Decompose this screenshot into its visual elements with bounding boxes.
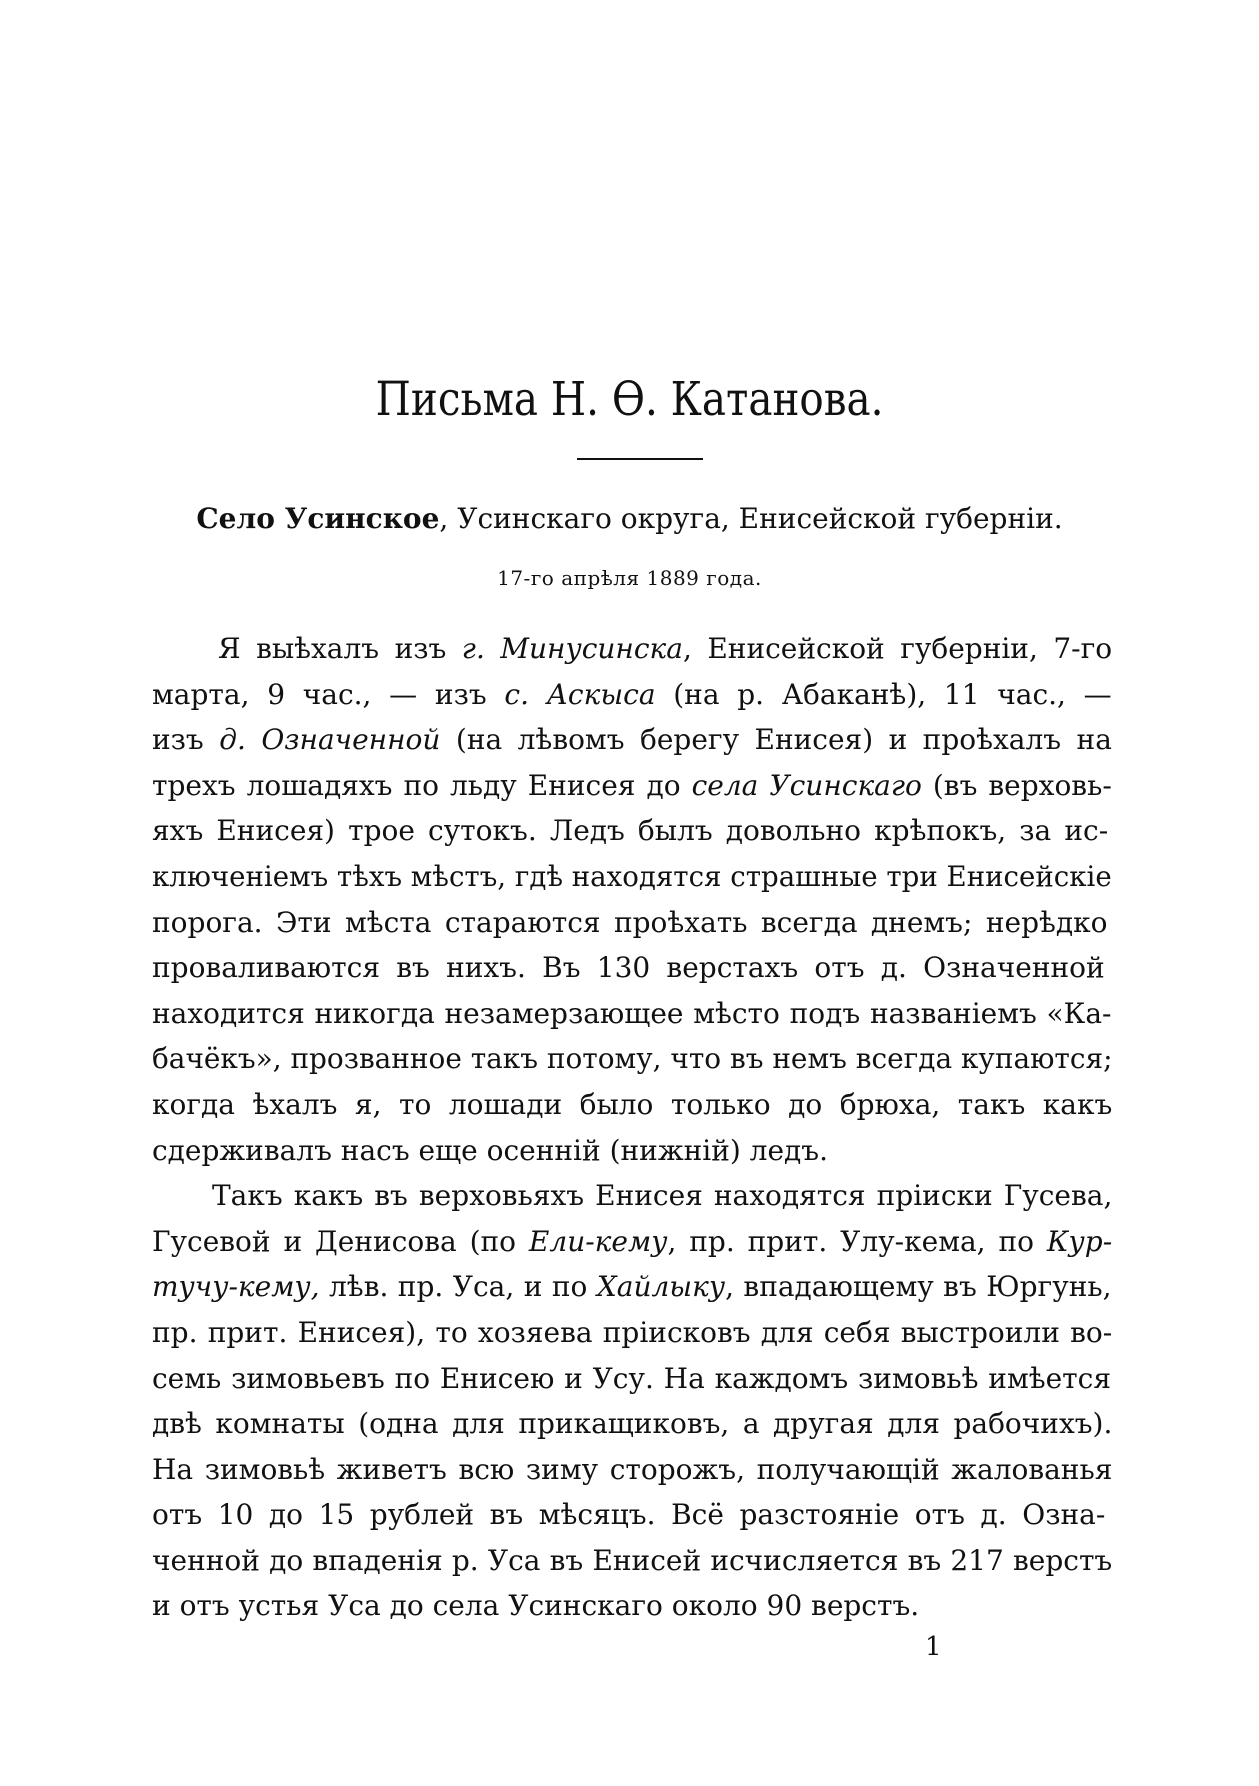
text-line: изъ д. Означенной (на лѣвомъ берегу Енисея) и проѣхалъ на	[152, 723, 1112, 757]
page-number: 1	[925, 1632, 942, 1662]
place-name: Село Усинское	[196, 502, 440, 535]
letter-date: 17-го апрѣля 1889 года.	[497, 566, 762, 590]
title-divider	[577, 458, 703, 460]
text-line: сдерживалъ насъ еще осенній (нижній) ледъ.	[152, 1133, 828, 1167]
text-line: ченной до впаденія р. Уса въ Енисей исчисляется въ 217 верстъ	[152, 1543, 1113, 1577]
text-line: двѣ комнаты (одна для прикащиковъ, а другая для рабочихъ).	[152, 1407, 1113, 1441]
text-line: Я выѣхалъ изъ г. Минусинска, Енисейской губерніи, 7-го	[218, 632, 1113, 665]
text-line: находится никогда незамерзающее мѣсто подъ названіемъ «Ка-	[152, 996, 1112, 1030]
text-line: семь зимовьевъ по Енисею и Усу. На каждомъ зимовьѣ имѣется	[152, 1361, 1112, 1395]
text-line: проваливаются въ нихъ. Въ 130 верстахъ отъ д. Означенной	[152, 951, 1105, 985]
text-line: бачёкъ», прозванное такъ потому, что въ немъ всегда купаются;	[152, 1042, 1113, 1076]
text-line: пр. прит. Енисея), то хозяева пріисковъ для себя выстроили во-	[152, 1315, 1113, 1349]
text-line: тучу-кему, лѣв. пр. Уса, и по Хайлыку, впадающему въ Юргунь,	[152, 1270, 1112, 1304]
text-line: отъ 10 до 15 рублей въ мѣсяцъ. Всё разстояніе отъ д. Озна-	[152, 1498, 1106, 1532]
text-line: когда ѣхалъ я, то лошади было только до брюха, такъ какъ	[152, 1087, 1113, 1121]
text-line: порога. Эти мѣста стараются проѣхать всегда днемъ; нерѣдко	[152, 905, 1108, 939]
page-title: Письма Н. Ѳ. Катанова.	[375, 372, 884, 427]
text-line: трехъ лошадяхъ по льду Енисея до села Усинскаго (въ верховь-	[152, 768, 1112, 802]
text-line: Гусевой и Денисова (по Ели-кему, пр. прит. Улу-кема, по Кур-	[152, 1224, 1113, 1258]
letter-body	[152, 626, 1112, 1629]
text-line: марта, 9 час., — изъ с. Аскыса (на р. Абаканѣ), 11 час., —	[152, 677, 1112, 711]
text-line: На зимовьѣ живетъ всю зиму сторожъ, получающій жалованья	[152, 1452, 1113, 1486]
text-line: и отъ устья Уса до села Усинскаго около 90 верстъ.	[152, 1589, 920, 1623]
text-line: ключеніемъ тѣхъ мѣстъ, гдѣ находятся страшные три Енисейскіе	[152, 859, 1112, 893]
text-line: яхъ Енисея) трое сутокъ. Ледъ былъ довольно крѣпокъ, за ис-	[152, 814, 1109, 848]
place-region: , Усинскаго округа, Енисейской губерніи.	[439, 502, 1063, 535]
letter-heading	[0, 502, 1259, 535]
text-line: Такъ какъ въ верховьяхъ Енисея находятся пріиски Гусева,	[212, 1179, 1113, 1213]
